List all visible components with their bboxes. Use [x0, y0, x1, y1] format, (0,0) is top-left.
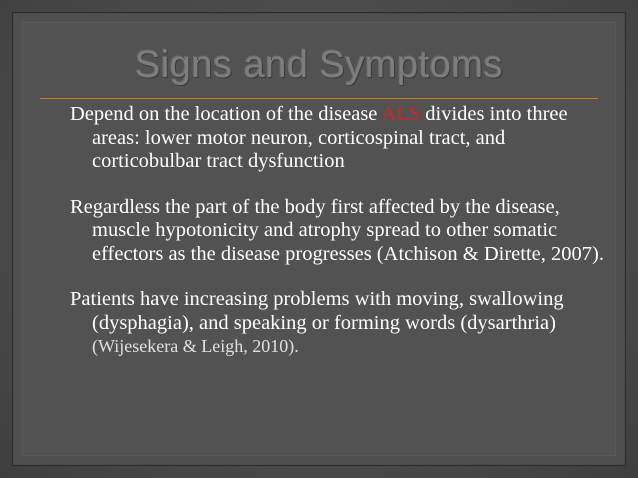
paragraph-progression: [70, 196, 610, 267]
title-divider: [40, 98, 598, 99]
paragraph-1-text-before: Depend on the location of the disease: [70, 103, 382, 125]
slide-body: [70, 103, 610, 359]
paragraph-als-areas: [70, 103, 610, 174]
paragraph-patient-problems: [70, 288, 610, 359]
als-acronym: ALS: [381, 103, 421, 125]
paragraph-2-text: Regardless the part of the body first affected by the disease, muscle hypotonicity and atrophy spread to other somatic effectors as the disease progresses (Atchison & Dirette, 2007).: [70, 195, 604, 265]
slide-title: Signs and Symptoms: [134, 44, 504, 86]
paragraph-3-citation: (Wijesekera & Leigh, 2010).: [92, 336, 299, 356]
paragraph-3-text: Patients have increasing problems with moving, swallowing (dysphagia), and speaking or forming words (dysarthria): [70, 288, 564, 334]
paragraph-1-text-after: divides into three areas: lower motor neuron, corticospinal tract, and corticobulbar tract dysfunction: [92, 103, 568, 172]
